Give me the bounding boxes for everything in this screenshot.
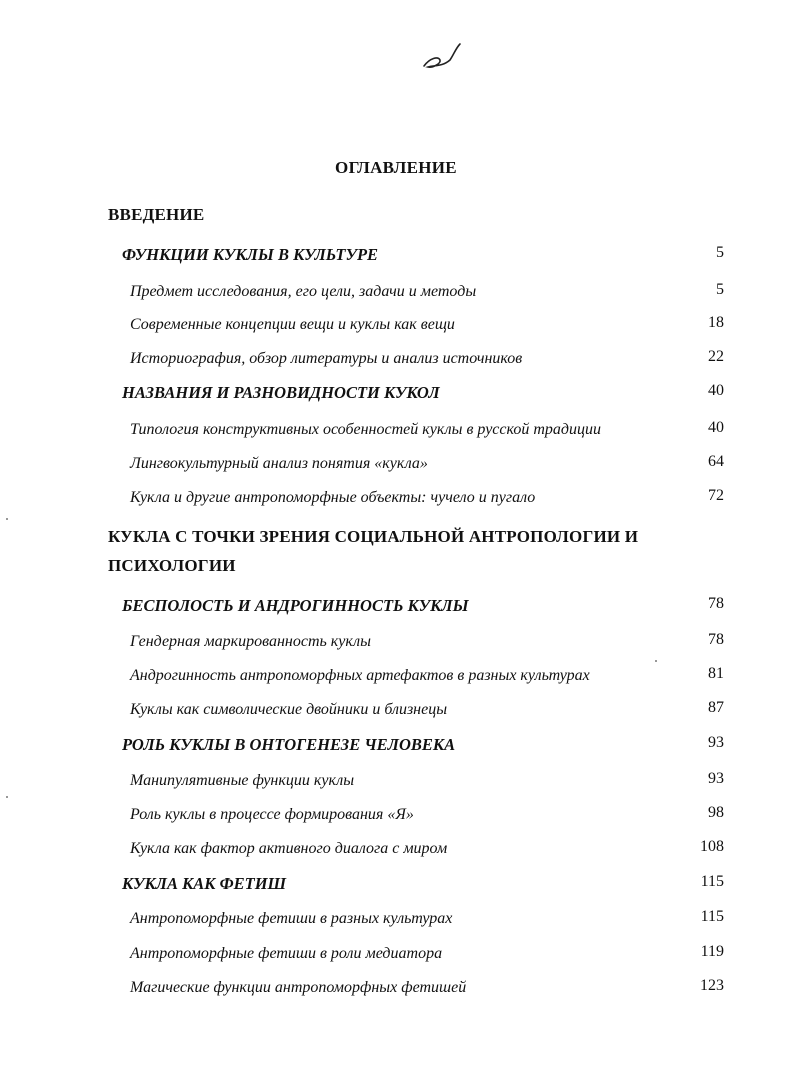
toc-section-heading: РОЛЬ КУКЛЫ В ОНТОГЕНЕЗЕ ЧЕЛОВЕКА <box>122 735 456 754</box>
scan-speck <box>6 796 8 798</box>
toc-section-heading: НАЗВАНИЯ И РАЗНОВИДНОСТИ КУКОЛ <box>122 383 440 402</box>
handwritten-mark <box>420 40 464 76</box>
toc-subsection: Типология конструктивных особенностей куклы в русской традиции <box>130 421 602 438</box>
toc-subsection: Предмет исследования, его цели, задачи и методы <box>130 283 477 300</box>
toc-page-number: 87 <box>708 699 724 716</box>
toc-subsection: Куклы как символические двойники и близнецы <box>130 701 448 718</box>
scan-speck <box>6 518 8 520</box>
toc-entry-introduction: ВВЕДЕНИЕ <box>108 205 205 224</box>
toc-page-number: 64 <box>708 453 724 470</box>
toc-subsection: Магические функции антропоморфных фетишей <box>130 979 467 996</box>
toc-subsection: Историография, обзор литературы и анализ источников <box>130 350 523 367</box>
toc-subsection: Антропоморфные фетиши в разных культурах <box>130 910 453 927</box>
toc-page-number: 5 <box>716 244 724 261</box>
toc-subsection: Андрогинность антропоморфных артефактов в разных культурах <box>130 667 590 684</box>
toc-page-number: 18 <box>708 314 724 331</box>
toc-part-heading: КУКЛА С ТОЧКИ ЗРЕНИЯ СОЦИАЛЬНОЙ АНТРОПОЛОГИИ И <box>108 527 639 546</box>
toc-page-number: 115 <box>700 908 724 925</box>
toc-page-number: 115 <box>700 873 724 890</box>
toc-part-heading-continued: ПСИХОЛОГИИ <box>108 556 236 575</box>
toc-page-number: 78 <box>708 595 724 612</box>
toc-page-number: 93 <box>708 734 724 751</box>
toc-page-number: 93 <box>708 770 724 787</box>
toc-subsection: Лингвокультурный анализ понятия «кукла» <box>130 455 428 472</box>
toc-subsection: Современные концепции вещи и куклы как вещи <box>130 316 455 333</box>
toc-page-number: 5 <box>716 281 724 298</box>
toc-subsection: Кукла и другие антропоморфные объекты: чучело и пугало <box>130 489 536 506</box>
toc-section-heading: КУКЛА КАК ФЕТИШ <box>122 874 287 893</box>
toc-page-number: 108 <box>700 838 724 855</box>
toc-section-heading: ФУНКЦИИ КУКЛЫ В КУЛЬТУРЕ <box>122 245 379 264</box>
toc-section-heading: БЕСПОЛОСТЬ И АНДРОГИННОСТЬ КУКЛЫ <box>122 596 469 615</box>
toc-page-number: 98 <box>708 804 724 821</box>
toc-title: ОГЛАВЛЕНИЕ <box>335 158 457 177</box>
toc-page-number: 40 <box>708 419 724 436</box>
toc-page-number: 78 <box>708 631 724 648</box>
toc-page-number: 22 <box>708 348 724 365</box>
scan-speck <box>655 660 657 662</box>
toc-page-number: 119 <box>700 943 724 960</box>
toc-page-number: 72 <box>708 487 724 504</box>
toc-subsection: Гендерная маркированность куклы <box>130 633 371 650</box>
toc-subsection: Роль куклы в процессе формирования «Я» <box>130 806 414 823</box>
toc-subsection: Манипулятивные функции куклы <box>130 772 355 789</box>
toc-subsection: Антропоморфные фетиши в роли медиатора <box>130 945 443 962</box>
toc-page-number: 40 <box>708 382 724 399</box>
toc-page-number: 81 <box>708 665 724 682</box>
toc-subsection: Кукла как фактор активного диалога с миром <box>130 840 448 857</box>
toc-page-number: 123 <box>700 977 724 994</box>
